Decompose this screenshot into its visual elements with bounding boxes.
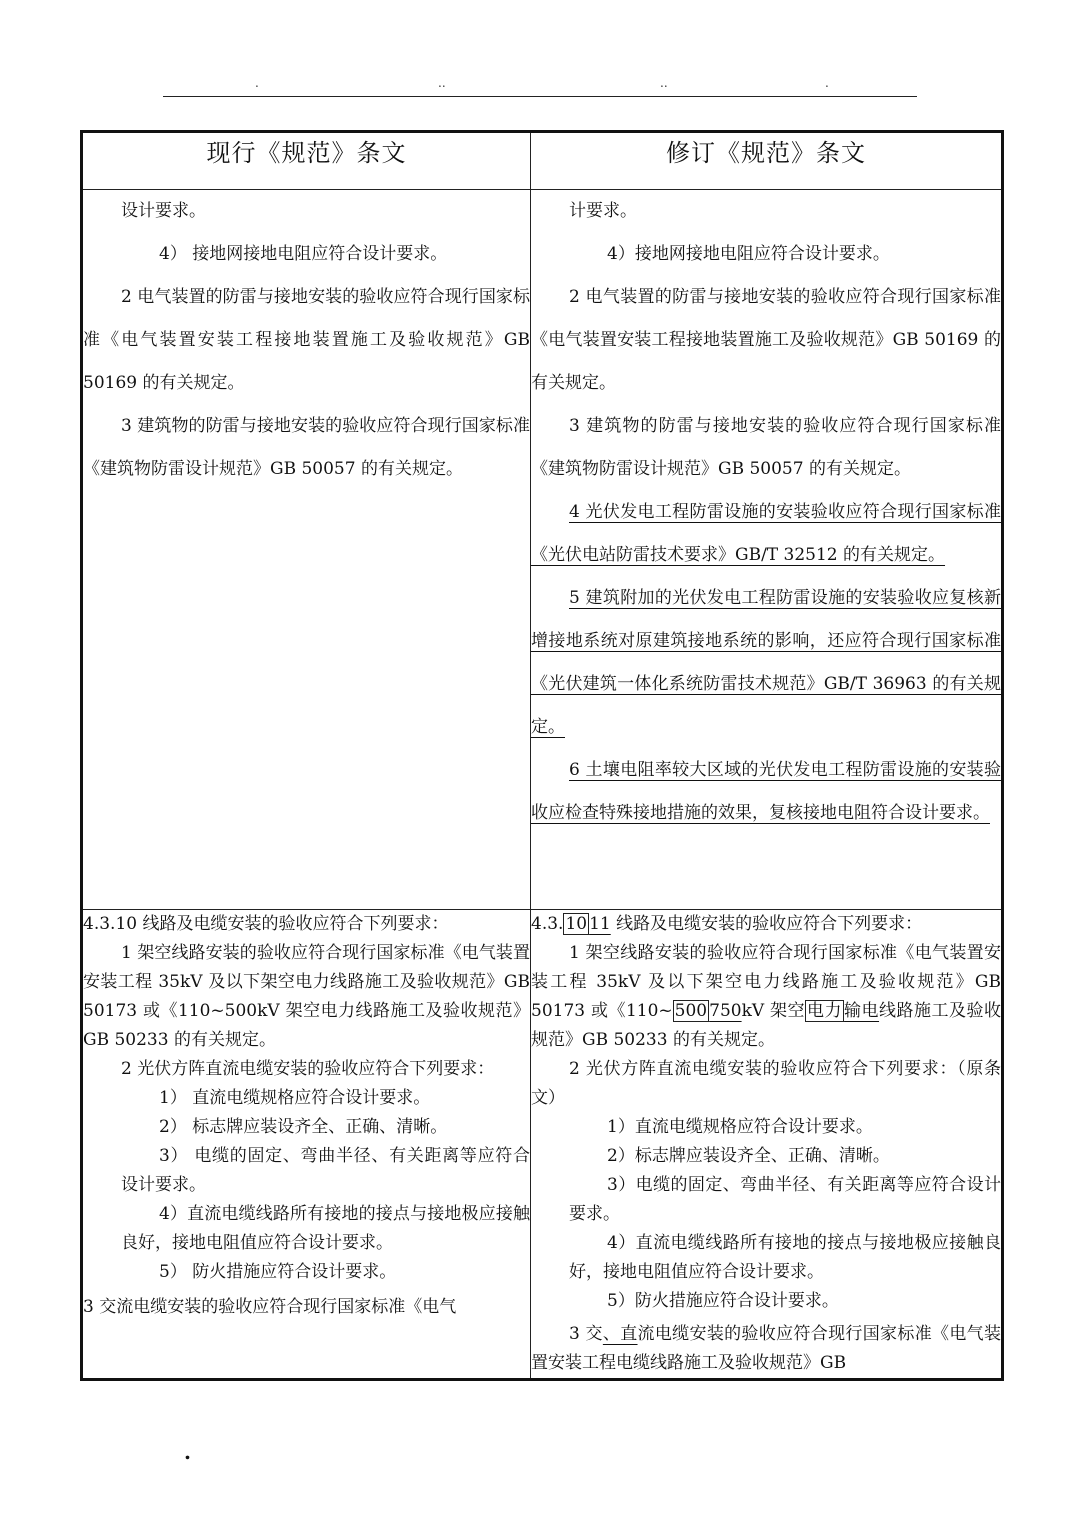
paragraph: 3 交流电缆安装的验收应符合现行国家标准《电气 [83,1297,457,1317]
inserted-text: 6 土壤电阻率较大区域的光伏发电工程防雷设施的安装验收应检查特殊接地措施的效果，复核接地电阻符合设计要求。 [531,760,1001,823]
clause-heading: 4.3.10 线路及电缆安装的验收应符合下列要求： [83,914,449,934]
column-header-revised: 修订《规范》条文 [531,132,1003,190]
inserted-text: 4 光伏发电工程防雷设施的安装验收应符合现行国家标准《光伏电站防雷技术要求》GB/T 32512 的有关规定。 [531,502,1001,565]
footer-dot: . [184,1440,191,1464]
paragraph: 4）接地网接地电阻应符合设计要求。 [607,244,890,264]
table-row [82,190,1003,910]
header-dot: . [825,76,829,90]
list-item: 2）标志牌应装设齐全、正确、清晰。 [607,1146,890,1166]
list-item: 2） 标志牌应装设齐全、正确、清晰。 [159,1117,448,1137]
paragraph: 2 光伏方阵直流电缆安装的验收应符合下列要求： [121,1059,495,1079]
paragraph [531,939,1001,1055]
header-dot: . [255,76,259,90]
list-item: 1）直流电缆规格应符合设计要求。 [607,1117,873,1137]
paragraph: 2 电气装置的防雷与接地安装的验收应符合现行国家标准《电气装置安装工程接地装置施工及验收规范》GB 50169 的有关规定。 [531,287,1001,393]
text-run: 1 架空线路安装的验收应符合现行国家标准《电气装置安装工程 35kV 及以下架空电力线路施工及验收规范》GB 50173 或《110~ [531,943,1001,1021]
inserted-text: 750 [709,1001,742,1021]
deleted-text: 电力 [807,1001,843,1021]
text-run: kV 架空 [741,1001,806,1021]
table-row [82,910,1003,1380]
paragraph: 4） 接地网接地电阻应符合设计要求。 [159,244,448,264]
deleted-text: 10 [565,914,588,934]
inserted-text: 11 [589,914,611,934]
list-item: 3）电缆的固定、弯曲半径、有关距离等应符合设计要求。 [569,1175,1001,1224]
header-rule [163,96,917,97]
paragraph: 3 建筑物的防雷与接地安装的验收应符合现行国家标准《建筑物防雷设计规范》GB 50057 的有关规定。 [531,416,1001,479]
comparison-table [80,130,1004,1381]
text-run: 3 交 [569,1324,603,1344]
paragraph: 2 光伏方阵直流电缆安装的验收应符合下列要求：（原条文） [531,1059,1001,1108]
header-dot: .. [438,76,446,90]
list-item: 5） 防火措施应符合设计要求。 [159,1262,397,1282]
deleted-text: 500 [674,1001,708,1021]
list-item: 4）直流电缆线路所有接地的接点与接地极应接触良好，接地电阻值应符合设计要求。 [121,1204,530,1253]
paragraph: 2 电气装置的防雷与接地安装的验收应符合现行国家标准《电气装置安装工程接地装置施工及验收规范》GB 50169 的有关规定。 [83,287,530,393]
list-item: 5）防火措施应符合设计要求。 [607,1291,839,1311]
inserted-text: 输电 [844,1001,880,1021]
clause-prefix: 4.3. [531,914,564,934]
page-header-dots [163,76,917,94]
clause-heading [531,910,1001,939]
table-header-row [82,132,1003,190]
inserted-paragraph [531,749,1001,835]
text-run: 流电缆安装的验收应符合现行国家标准《电气装置安装工程电缆线路施工及验收规范》GB [531,1324,1002,1373]
revised-text-cell [531,190,1003,910]
paragraph: 1 架空线路安装的验收应符合现行国家标准《电气装置安装工程 35kV 及以下架空电力线路施工及验收规范》GB 50173 或《110~500kV 架空电力线路施工及验收规范》GB 50233 的有关规定。 [83,943,530,1050]
current-text-cell [82,190,531,910]
list-item: 1） 直流电缆规格应符合设计要求。 [159,1088,431,1108]
paragraph [531,1320,1001,1378]
inserted-text: 、直 [602,1324,638,1344]
paragraph: 3 建筑物的防雷与接地安装的验收应符合现行国家标准《建筑物防雷设计规范》GB 50057 的有关规定。 [83,416,530,479]
header-dot: .. [660,76,668,90]
inserted-text: 5 建筑附加的光伏发电工程防雷设施的安装验收应复核新增接地系统对原建筑接地系统的影响，还应符合现行国家标准《光伏建筑一体化系统防雷技术规范》GB/T 36963 的有关规定。 [531,588,1001,737]
list-item: 4）直流电缆线路所有接地的接点与接地极应接触良好，接地电阻值应符合设计要求。 [569,1233,1001,1282]
revised-text-cell [531,910,1003,1380]
list-item: 3） 电缆的固定、弯曲半径、有关距离等应符合设计要求。 [121,1146,530,1195]
inserted-paragraph [531,577,1001,749]
current-text-cell [82,910,531,1380]
paragraph: 计要求。 [569,201,637,221]
clause-text: 线路及电缆安装的验收应符合下列要求： [610,914,923,934]
paragraph: 设计要求。 [121,201,206,221]
column-header-current: 现行《规范》条文 [82,132,531,190]
text-run: 线路施工及验收规范》GB 50233 的有关规定。 [531,1001,1002,1050]
inserted-paragraph [531,491,1001,577]
